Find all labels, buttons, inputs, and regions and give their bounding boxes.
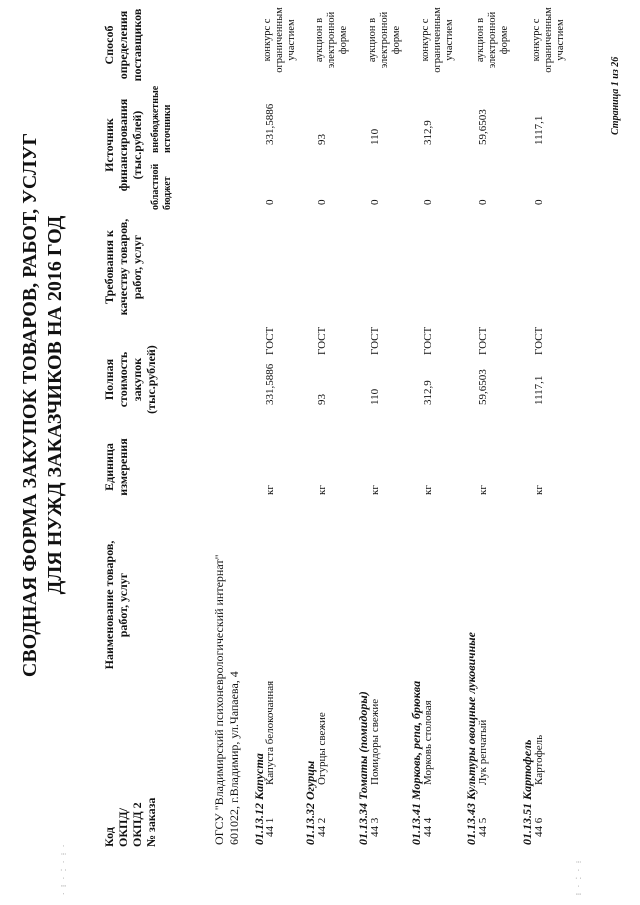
requirement-6: ГОСТ xyxy=(533,326,545,355)
unit-3: кг xyxy=(369,485,381,495)
cost-1: 331,5886 xyxy=(264,363,276,405)
method-5-line2: электронной xyxy=(487,11,498,69)
unit-4: кг xyxy=(422,485,434,495)
order-number-6: 44 6 xyxy=(533,817,545,837)
cost-5: 59,6503 xyxy=(477,369,489,405)
page-footer: Страница 1 из 26 xyxy=(610,56,621,135)
requirement-3: ГОСТ xyxy=(369,326,381,355)
okpd-group-6: 01.13.51 Картофель xyxy=(520,739,534,845)
okpd-group-3: 01.13.34 Томаты (помидоры) xyxy=(356,691,370,845)
cost-4: 312,9 xyxy=(422,380,434,405)
header-regional-budget xyxy=(150,164,174,210)
method-5-line3: форме xyxy=(499,25,510,55)
okpd-group-1: 01.13.12 Капуста xyxy=(252,753,266,845)
extrabudget-2: 93 xyxy=(316,134,328,145)
extrabudget-1: 331,5886 xyxy=(264,103,276,145)
method-3-line1: аукцион в xyxy=(367,17,378,63)
item-name-1: Капуста белокочанная xyxy=(264,680,276,785)
okpd-group-2: 01.13.32 Огурцы xyxy=(303,760,317,845)
cost-2: 93 xyxy=(316,394,328,405)
order-number-2: 44 2 xyxy=(316,817,328,837)
unit-6: кг xyxy=(533,485,545,495)
item-name-3: Помидоры свежие xyxy=(369,698,381,785)
unit-5: кг xyxy=(477,485,489,495)
method-3 xyxy=(367,0,403,85)
header-extrabudget-line2: источники xyxy=(162,104,173,153)
method-4-line1: конкурс с xyxy=(420,18,431,62)
method-4-line3: участием xyxy=(444,19,455,61)
header-cost: Полная стоимость закупок (тыс.рублей) xyxy=(102,345,158,414)
unit-1: кг xyxy=(264,485,276,495)
order-number-5: 44 5 xyxy=(477,817,489,837)
budget-6: 0 xyxy=(533,199,545,205)
budget-2: 0 xyxy=(316,199,328,205)
requirement-4: ГОСТ xyxy=(422,326,434,355)
order-number-4: 44 4 xyxy=(422,817,434,837)
organization-name: ОГСУ "Владимирский психоневрологический интернат" xyxy=(212,554,226,845)
requirement-2: ГОСТ xyxy=(316,326,328,355)
header-regional-budget-line1: областной xyxy=(150,163,161,210)
method-2 xyxy=(314,0,350,85)
header-regional-budget-line2: бюджет xyxy=(162,176,173,210)
header-method: Способ определения поставщиков xyxy=(102,8,144,82)
method-6 xyxy=(531,0,567,85)
method-1-line2: ограниченным xyxy=(274,7,285,73)
extrabudget-3: 110 xyxy=(369,128,381,145)
item-name-2: Огурцы свежие xyxy=(316,712,328,785)
header-funding-source: Источник финансирования (тыс.рублей) xyxy=(102,98,144,192)
method-6-line3: участием xyxy=(555,19,566,61)
extrabudget-6: 1117,1 xyxy=(533,115,545,145)
organization-address: 601022, г.Владимир, ул.Чапаева, 4 xyxy=(227,671,241,845)
order-number-1: 44 1 xyxy=(264,817,276,837)
item-name-4: Морковь столовая xyxy=(422,700,434,785)
method-1-line1: конкурс с xyxy=(262,18,273,62)
item-name-5: Лук репчатый xyxy=(477,719,489,785)
margin-notes: · ⁞ · ⁚ · ⁝ · xyxy=(60,842,68,895)
budget-3: 0 xyxy=(369,199,381,205)
header-extrabudget-line1: внебюджетные xyxy=(150,85,161,153)
header-code: Код ОКПД/ ОКПД 2 № заказа xyxy=(102,797,158,847)
method-2-line1: аукцион в xyxy=(314,17,325,63)
extrabudget-5: 59,6503 xyxy=(477,109,489,145)
method-4 xyxy=(420,0,456,85)
document-title xyxy=(18,95,68,715)
header-name: Наименование товаров, работ, услуг xyxy=(102,540,130,670)
extrabudget-4: 312,9 xyxy=(422,120,434,145)
method-6-line2: ограниченным xyxy=(543,7,554,73)
budget-1: 0 xyxy=(264,199,276,205)
budget-4: 0 xyxy=(422,199,434,205)
method-6-line1: конкурс с xyxy=(531,18,542,62)
method-3-line2: электронной xyxy=(379,11,390,69)
method-2-line3: форме xyxy=(338,25,349,55)
method-3-line3: форме xyxy=(391,25,402,55)
margin-notes: ⁞ · ⁚ · ⁝ xyxy=(575,858,583,895)
header-requirements: Требования к качеству товаров, работ, услуг xyxy=(102,218,144,316)
method-4-line2: ограниченным xyxy=(432,7,443,73)
unit-2: кг xyxy=(316,485,328,495)
title-line-1: СВОДНАЯ ФОРМА ЗАКУПОК ТОВАРОВ, РАБОТ, УСЛУГ xyxy=(19,132,41,678)
method-1 xyxy=(262,0,298,85)
requirement-1: ГОСТ xyxy=(264,326,276,355)
title-line-2: ДЛЯ НУЖД ЗАКАЗЧИКОВ НА 2016 ГОД xyxy=(44,215,66,595)
header-unit: Единица измерения xyxy=(102,438,130,496)
method-5 xyxy=(475,0,511,85)
method-2-line2: электронной xyxy=(326,11,337,69)
cost-3: 110 xyxy=(369,388,381,405)
method-5-line1: аукцион в xyxy=(475,17,486,63)
requirement-5: ГОСТ xyxy=(477,326,489,355)
item-name-6: Картофель xyxy=(533,734,545,785)
header-extrabudget xyxy=(150,86,174,153)
order-number-3: 44 3 xyxy=(369,817,381,837)
okpd-group-4: 01.13.41 Морковь, репа, брюква xyxy=(409,680,423,845)
okpd-group-5: 01.13.43 Культуры овощные луковичные xyxy=(464,632,478,845)
budget-5: 0 xyxy=(477,199,489,205)
method-1-line3: участием xyxy=(286,19,297,61)
cost-6: 1117,1 xyxy=(533,375,545,405)
